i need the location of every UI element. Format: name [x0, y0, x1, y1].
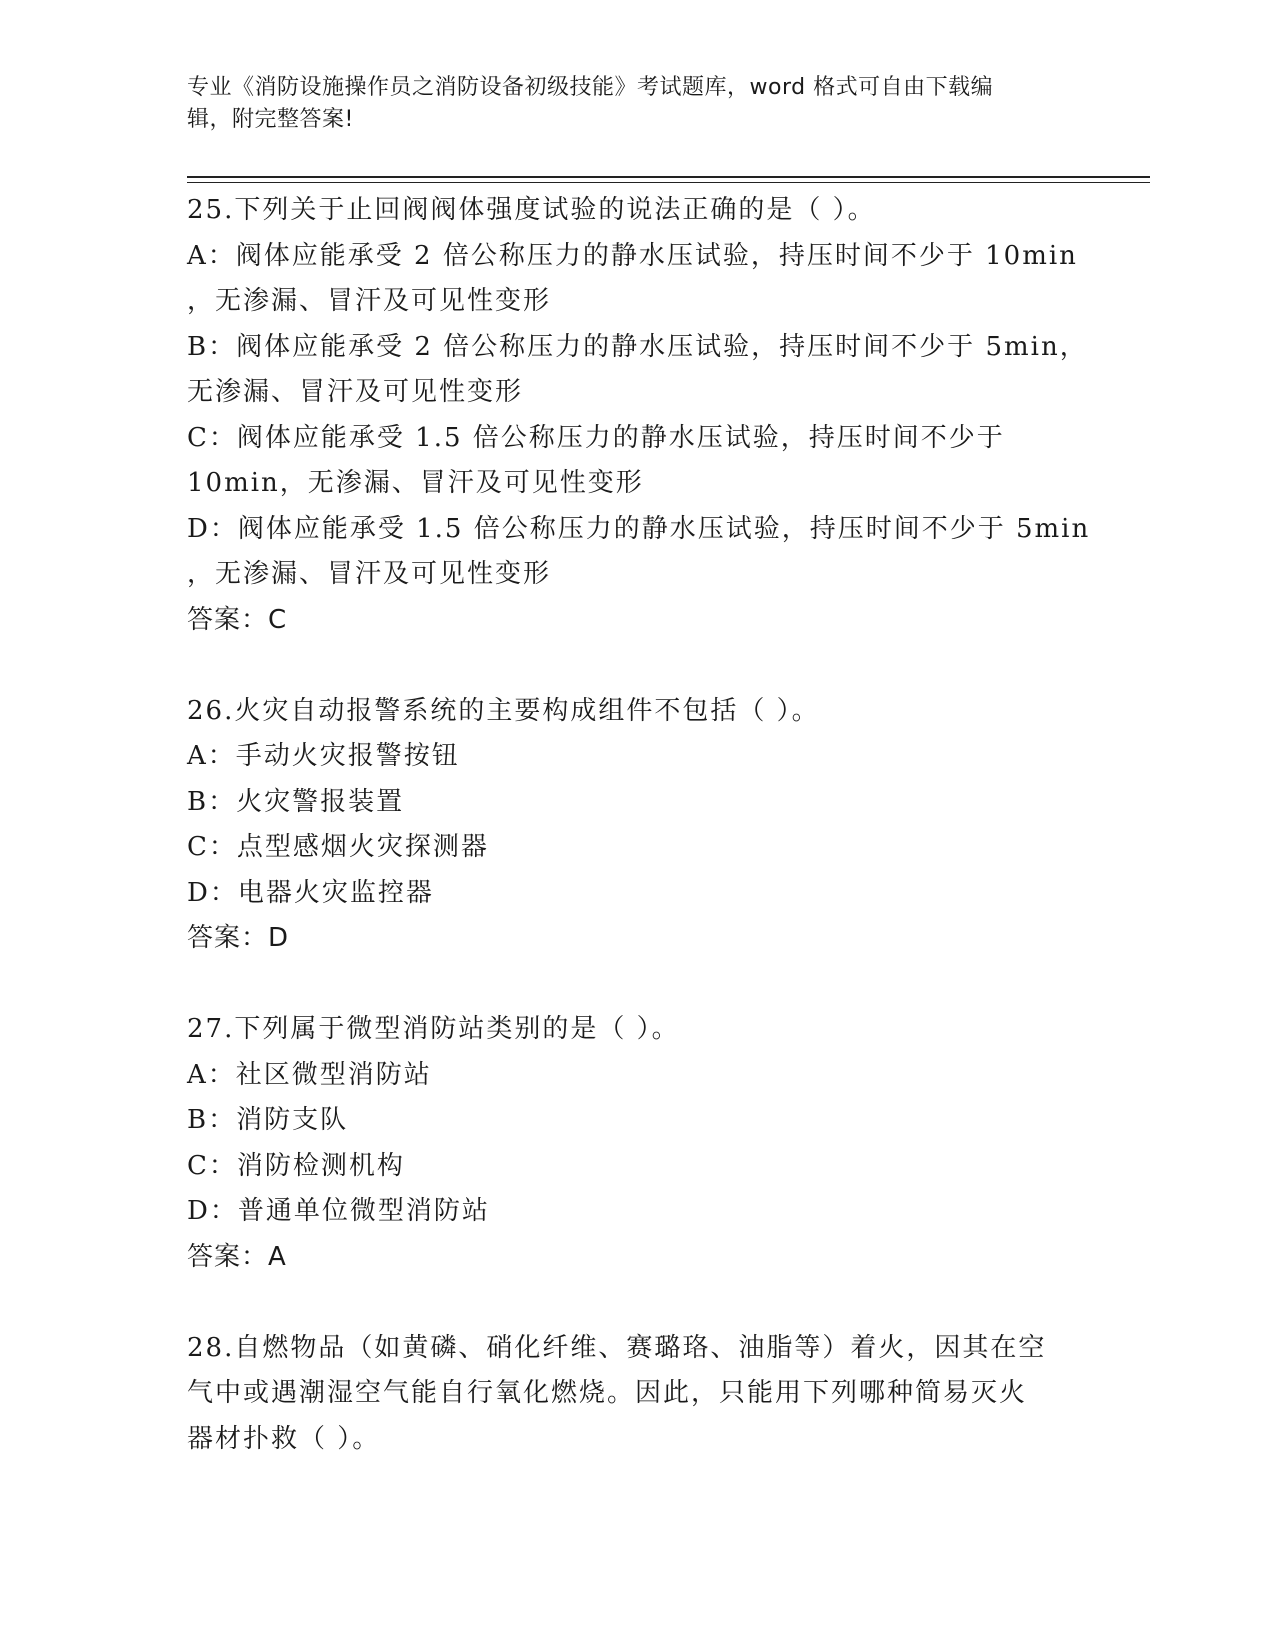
- header-line-1: 专业《消防设施操作员之消防设备初级技能》考试题库，word 格式可自由下载编: [187, 75, 994, 100]
- page-header: [187, 72, 1067, 136]
- option-d: D：电器火灾监控器: [187, 877, 434, 908]
- option-c: C：消防检测机构: [187, 1150, 405, 1181]
- option-c: C：点型感烟火灾探测器: [187, 832, 489, 862]
- answer: 答案：C: [187, 604, 288, 635]
- spacer: [187, 1280, 1087, 1326]
- question-stem-continuation: 气中或遇潮湿空气能自行氧化燃烧。因此，只能用下列哪种简易灭火: [187, 1378, 1028, 1408]
- answer: 答案：A: [187, 1241, 287, 1272]
- question-26: [187, 689, 1087, 962]
- question-28: [187, 1326, 1087, 1463]
- header-divider-thin: [187, 182, 1150, 183]
- question-25: [187, 188, 1091, 643]
- question-stem: 27.下列属于微型消防站类别的是（ ）。: [187, 1014, 680, 1044]
- answer: 答案：D: [187, 923, 290, 953]
- option-b: B：阀体应能承受 2 倍公称压力的静水压试验，持压时间不少于 5min，: [187, 331, 1088, 362]
- option-d-continuation: ，无渗漏、冒汗及可见性变形: [187, 559, 552, 589]
- spacer: [187, 962, 1087, 1008]
- option-a-continuation: ，无渗漏、冒汗及可见性变形: [187, 286, 552, 316]
- option-a: A：阀体应能承受 2 倍公称压力的静水压试验，持压时间不少于 10min: [187, 240, 1078, 271]
- option-b: B：火灾警报装置: [187, 786, 405, 817]
- question-27: [187, 1007, 1087, 1280]
- option-d: D：阀体应能承受 1.5 倍公称压力的静水压试验，持压时间不少于 5min: [187, 513, 1091, 544]
- question-stem-continuation: 器材扑救（ ）。: [187, 1423, 381, 1454]
- question-stem: 26.火灾自动报警系统的主要构成组件不包括（ ）。: [187, 695, 820, 726]
- question-stem: 28.自燃物品（如黄磷、硝化纤维、赛璐珞、油脂等）着火，因其在空: [187, 1332, 1047, 1363]
- option-c: C：阀体应能承受 1.5 倍公称压力的静水压试验，持压时间不少于: [187, 422, 1005, 453]
- option-c-continuation: 10min，无渗漏、冒汗及可见性变形: [187, 468, 644, 498]
- option-a: A：社区微型消防站: [187, 1059, 432, 1090]
- option-b: B：消防支队: [187, 1105, 349, 1135]
- question-list: [187, 188, 1091, 1462]
- header-line-2: 辑，附完整答案!: [187, 107, 354, 132]
- spacer: [187, 643, 1087, 689]
- option-a: A：手动火灾报警按钮: [187, 741, 460, 771]
- option-b-continuation: 无渗漏、冒汗及可见性变形: [187, 377, 524, 407]
- header-divider: [187, 176, 1150, 178]
- question-stem: 25.下列关于止回阀阀体强度试验的说法正确的是（ ）。: [187, 195, 876, 225]
- option-d: D：普通单位微型消防站: [187, 1196, 490, 1226]
